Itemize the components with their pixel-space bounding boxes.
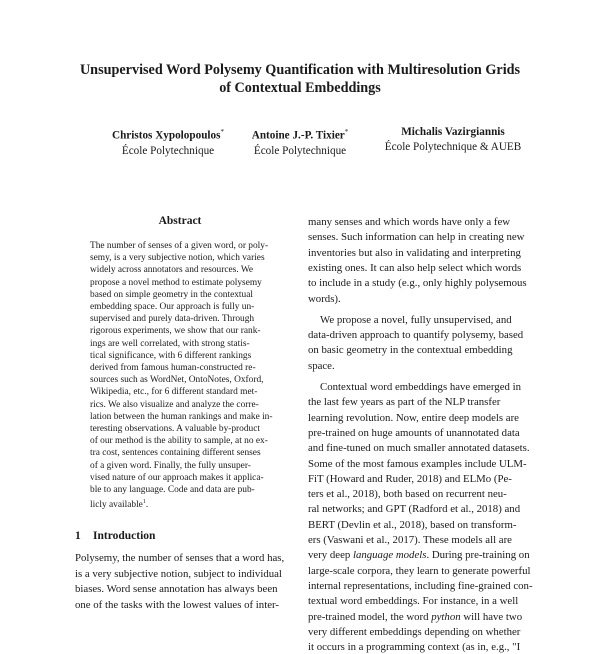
intro-line: one of the tasks with the lowest values of inter-: [75, 598, 279, 611]
author-name: Michalis Vazirgiannis: [401, 126, 505, 138]
author-block-1: [88, 125, 248, 159]
author-affiliation: École Polytechnique & AUEB: [384, 141, 522, 153]
right-column-line: [308, 360, 538, 373]
abstract-line: supervised and purely data-driven. Through: [90, 314, 255, 325]
line-text: ral networks; and GPT (Radford et al., 2018) and: [308, 503, 521, 516]
right-column-line: [308, 595, 538, 608]
right-column-line: [308, 458, 538, 471]
right-column-line: [308, 277, 538, 290]
intro-line: is a very subjective notion, subject to individual: [75, 567, 282, 580]
right-column-line: [308, 488, 538, 501]
right-column-line: [308, 580, 538, 593]
right-column-line: [320, 381, 550, 394]
abstract-line: semy, is a very subjective notion, which varies: [90, 253, 265, 264]
abstract-line: ble to any language. Code and data are pub-: [90, 485, 255, 495]
line-text: words).: [308, 292, 341, 305]
right-column-line: [308, 442, 538, 455]
right-column-line: [308, 611, 538, 624]
abstract-line: rics. We also visualize and analyze the corre-: [90, 399, 259, 410]
right-column-line: [308, 412, 538, 425]
abstract-line: embedding space. Our approach is fully un-: [90, 302, 255, 312]
right-column-line: [308, 216, 538, 229]
line-text: senses. Such information can help in creating new: [308, 231, 525, 244]
line-text: existing ones. It can also help select which words: [308, 261, 522, 274]
line-text: many senses and which words have only a few: [308, 216, 511, 228]
author-mark: *: [344, 128, 349, 136]
right-column-line: [320, 314, 550, 327]
right-column-line: [308, 534, 538, 547]
line-text: to include in a study (e.g., only highly polysemous: [308, 277, 527, 290]
author-mark: *: [220, 128, 224, 136]
line-text: on basic geometry in the contextual embedding: [308, 344, 513, 357]
line-text: BERT (Devlin et al., 2018), based on transform-: [308, 518, 517, 531]
line-text: ers (Vaswani et al., 2017). These models all are: [308, 534, 512, 546]
author-block-2: [230, 125, 370, 159]
author-name: Christos Xypolopoulos: [112, 129, 221, 142]
abstract-line: sources such as WordNet, OntoNotes, Oxford,: [90, 375, 264, 386]
line-text: Some of the most famous examples include ULM-: [308, 457, 527, 470]
abstract-line-text: licly available: [90, 500, 143, 511]
line-text: very deep: [308, 549, 353, 562]
abstract-heading: Abstract: [158, 215, 202, 227]
abstract-line: tra cost, sentences containing different senses: [90, 448, 261, 459]
abstract-end-period: .: [145, 500, 149, 511]
line-text: pre-trained on huge amounts of unannotated data: [308, 426, 520, 439]
abstract-line: rigorous experiments, we show that our rank-: [90, 326, 261, 337]
line-text: Contextual word embeddings have emerged in: [320, 381, 521, 393]
section-heading: [75, 530, 155, 542]
line-text: inventories but also in validating and interpreting: [308, 246, 521, 259]
line-text: We propose a novel, fully unsupervised, and: [320, 313, 512, 326]
line-text: FiT (Howard and Ruder, 2018) and ELMo (Pe-: [308, 472, 512, 485]
right-column-line: [308, 231, 538, 244]
abstract-line: propose a novel method to estimate polysemy: [90, 277, 262, 288]
line-text: internal representations, including fine-grained con-: [308, 579, 533, 592]
abstract-line: of our method is the ability to sample, at no ex-: [90, 436, 268, 447]
right-column-line: [308, 549, 538, 562]
line-text: and fine-tuned on much smaller annotated datasets.: [308, 442, 530, 455]
abstract-line: lation between the human rankings and make in-: [90, 411, 273, 422]
right-column-line: [308, 473, 538, 486]
footnote-marker[interactable]: 1: [142, 499, 146, 506]
intro-line: Polysemy, the number of senses that a word has,: [75, 552, 285, 564]
right-column-line: [308, 427, 538, 440]
abstract-line: The number of senses of a given word, or poly-: [90, 241, 269, 251]
author-affiliation: École Polytechnique: [253, 144, 347, 157]
intro-line: biases. Word sense annotation has always been: [75, 583, 278, 595]
author-block-3: [368, 125, 538, 155]
paper-title: [0, 61, 600, 97]
abstract-line: widely across annotators and resources. We: [90, 265, 254, 276]
abstract-line: derived from famous human-constructed re-: [90, 363, 256, 373]
title-line-1: Unsupervised Word Polysemy Quantification with Multiresolution Grids: [79, 62, 521, 78]
line-text: very different embeddings depending on whether: [308, 625, 521, 638]
abstract-line: Wikipedia, etc., for 6 different standard met-: [90, 387, 258, 398]
line-text: will have two: [460, 610, 523, 623]
line-text: . During pre-training on: [426, 549, 530, 562]
right-column-line: [308, 344, 538, 357]
right-column-line: [308, 641, 538, 654]
abstract-line: [90, 496, 270, 511]
right-column-line: [308, 247, 538, 260]
right-column-line: [308, 565, 538, 578]
abstract-line: tical significance, with 6 different rankings: [90, 350, 252, 361]
line-text: learning revolution. Now, entire deep models are: [308, 411, 519, 424]
abstract-line: ings are well correlated, with strong statis-: [90, 338, 250, 349]
right-column-line: [308, 262, 538, 275]
title-line-2: of Contextual Embeddings: [219, 80, 381, 96]
right-column-line: [308, 293, 538, 306]
abstract-line: of a given word. Finally, the fully unsuper-: [90, 460, 251, 471]
line-text: the last few years as part of the NLP transfer: [308, 396, 501, 409]
author-name: Antoine J.-P. Tixier: [251, 129, 345, 142]
emphasis-text: language models: [352, 549, 427, 562]
right-column-line: [308, 519, 538, 532]
line-text: textual word embeddings. For instance, in a well: [308, 595, 519, 608]
line-text: large-scale corpora, they learn to generate powerful: [308, 564, 531, 577]
line-text: data-driven approach to quantify polysemy, based: [308, 329, 524, 342]
section-number: 1: [75, 530, 81, 542]
emphasis-text: python: [431, 610, 461, 623]
line-text: space.: [308, 359, 335, 372]
line-text: ters et al., 2018), both based on recurrent neu-: [308, 488, 507, 501]
author-affiliation: École Polytechnique: [121, 144, 215, 157]
line-text: it occurs in a programming context (as in, e.g., "I: [308, 641, 521, 654]
right-column-line: [308, 329, 538, 342]
right-column-line: [308, 396, 538, 409]
section-title: Introduction: [93, 530, 156, 542]
right-column-line: [308, 626, 538, 639]
right-column-line: [308, 503, 538, 516]
abstract-line: based on simple geometry in the contextual: [90, 289, 253, 300]
abstract-line: teresting observations. A valuable by-product: [90, 424, 261, 434]
abstract-line: vised nature of our approach makes it applica-: [90, 472, 264, 483]
line-text: pre-trained model, the word: [308, 610, 432, 623]
